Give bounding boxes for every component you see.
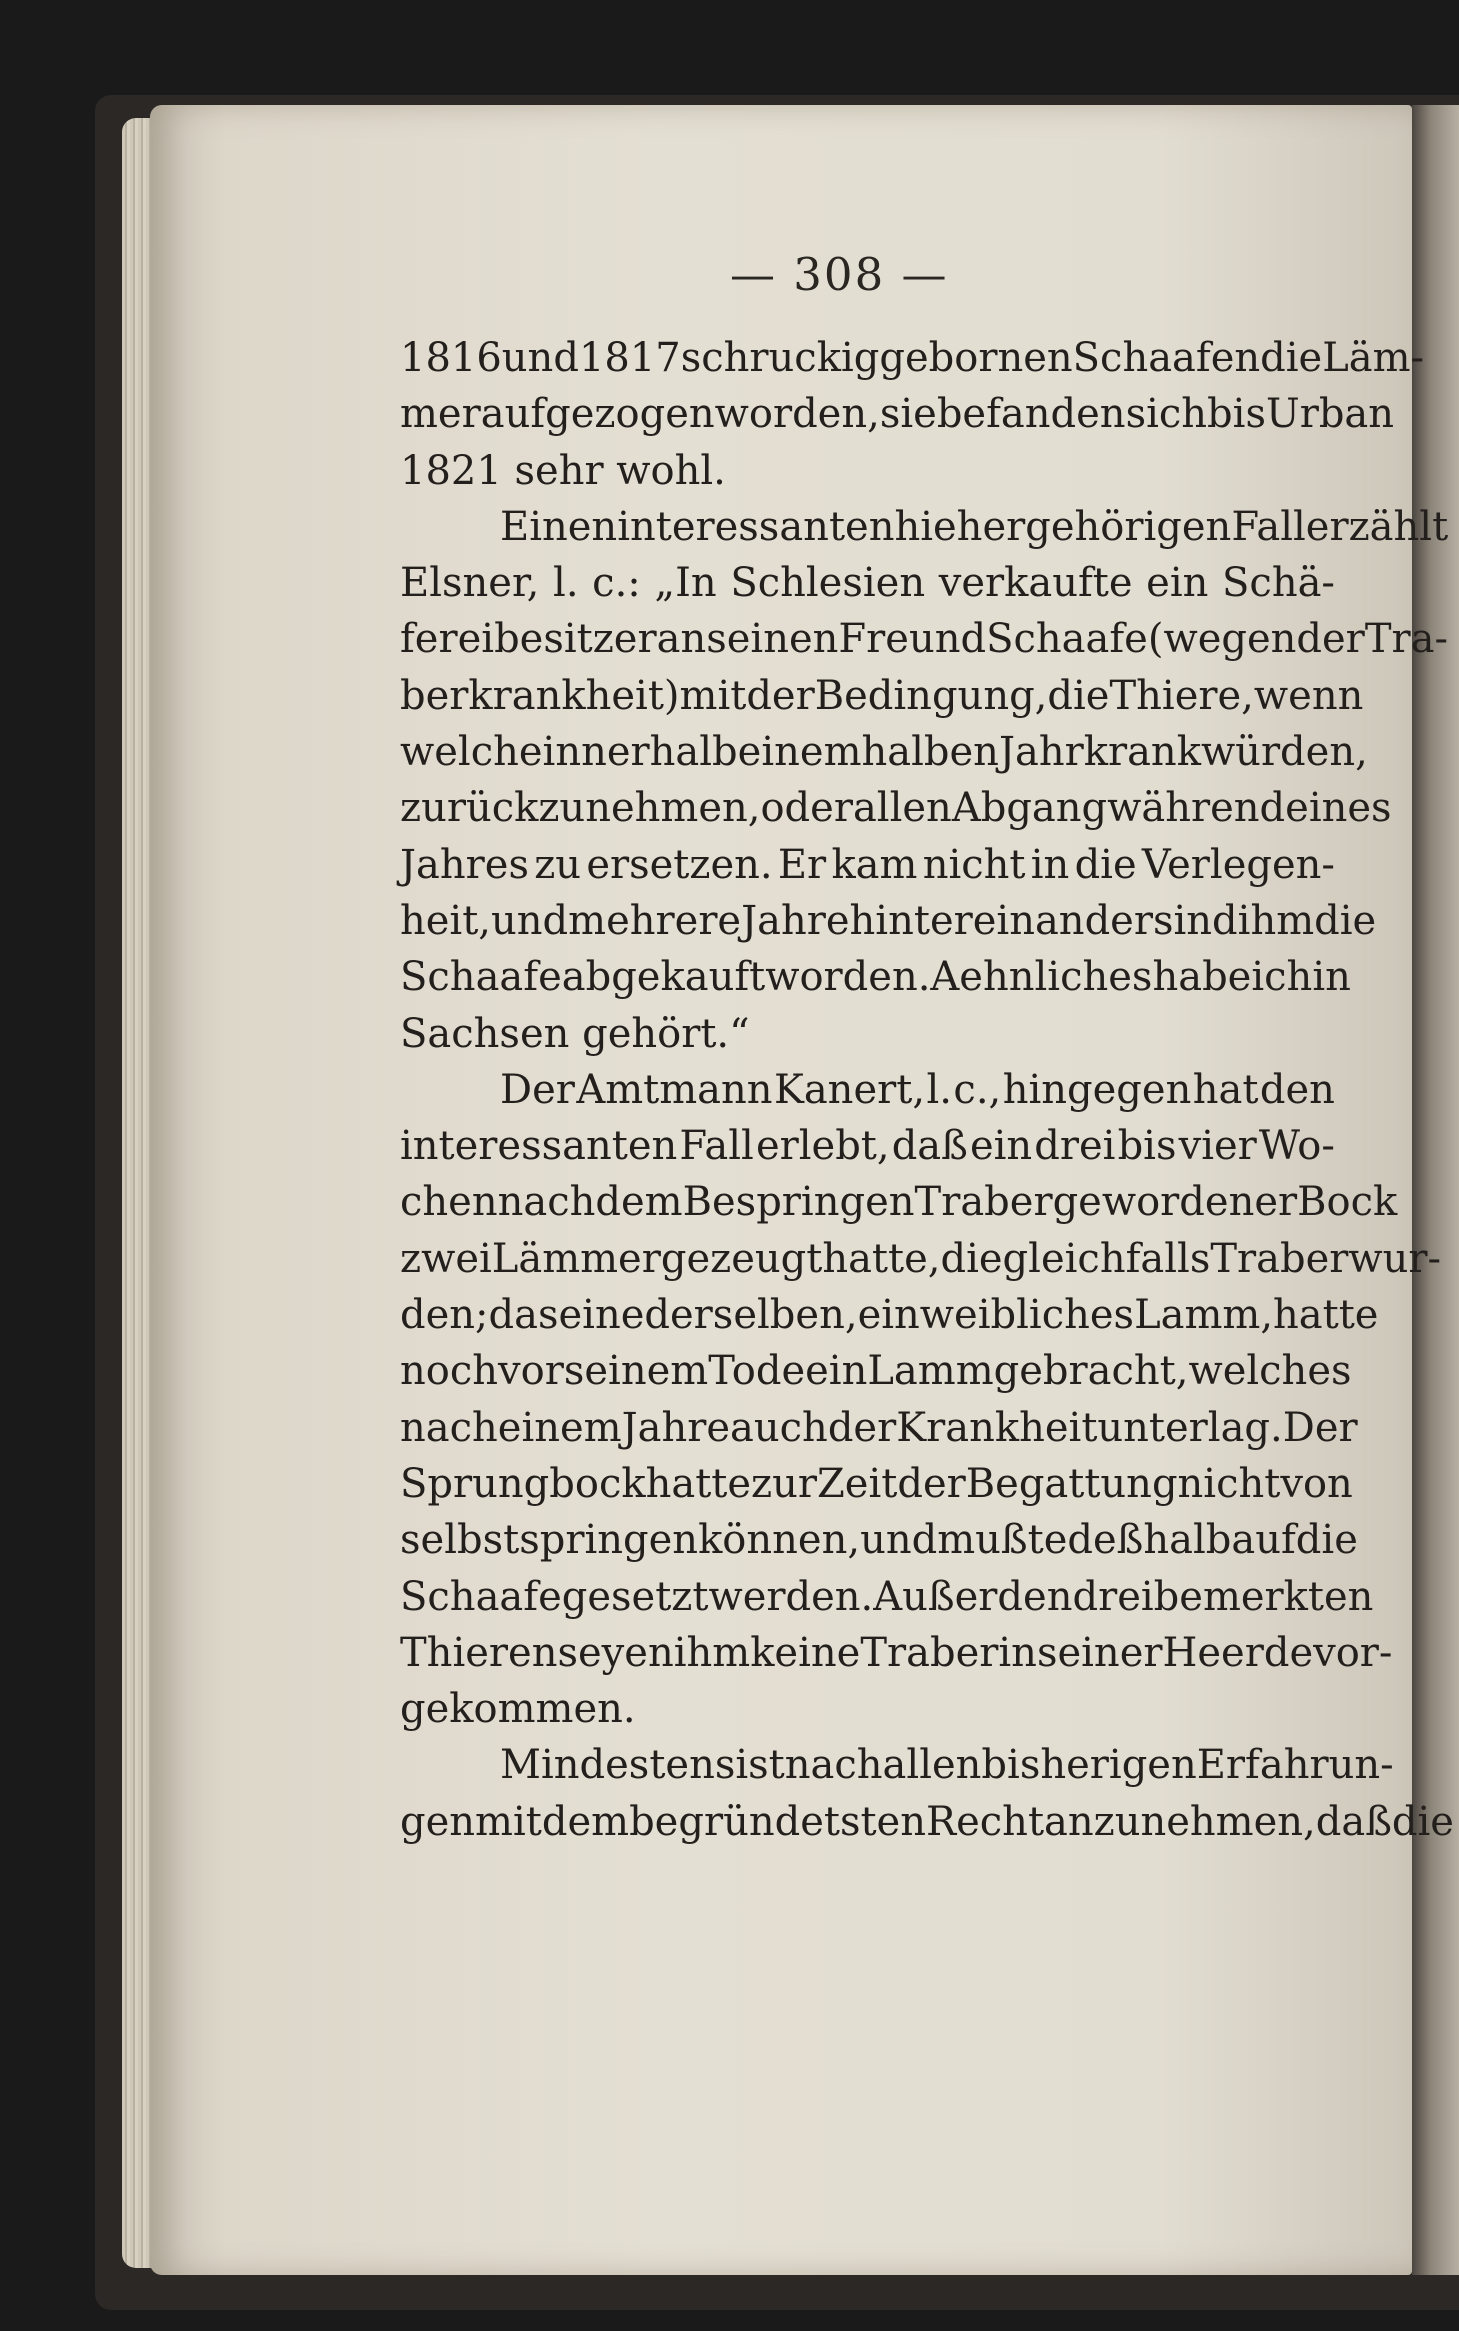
text-line: gen mit dem begründetsten Recht anzunehmen, daß die [400, 1798, 1454, 1845]
text-line: welche innerhalb einem halben Jahr krank würden, [400, 729, 1368, 776]
text-line: fereibesitzer an seinen Freund Schaafe (wegen der Tra- [400, 616, 1448, 663]
text-line: Schaafe gesetzt werden. Außer den drei bemerkten [400, 1573, 1374, 1620]
text-line: Der Amtmann Kanert, l. c., hingegen hat den [500, 1066, 1335, 1113]
text-line: interessanten Fall erlebt, daß ein drei bis vier Wo- [400, 1123, 1335, 1170]
text-line: den; das eine derselben, ein weibliches Lamm, hatte [400, 1292, 1379, 1339]
text-line: zwei Lämmer gezeugt hatte, die gleichfalls Traber wur- [400, 1235, 1442, 1282]
text-line: Mindestens ist nach allen bisherigen Erfahrun- [500, 1742, 1394, 1789]
text-line: 1821 sehr wohl. [400, 447, 726, 494]
text-line: Elsner, l. c.: „In Schlesien verkaufte ein Schä- [400, 560, 1335, 607]
text-line: Thieren seyen ihm keine Traber in seiner Heerde vor- [400, 1629, 1393, 1676]
text-line: Sachsen gehört.“ [400, 1010, 750, 1057]
body-text [400, 330, 1454, 1850]
book-gutter [1412, 105, 1459, 2275]
text-line: 1816 und 1817 schruckig gebornen Schaafen die Läm- [400, 335, 1425, 381]
text-line: chen nach dem Bespringen Traber gewordener Bock [400, 1179, 1398, 1226]
text-line: Schaafe abgekauft worden. Aehnliches habe ich in [400, 954, 1351, 1001]
page-number: — 308 — [730, 248, 949, 301]
text-line: mer aufgezogen worden, sie befanden sich bis Urban [400, 391, 1395, 438]
text-line: Jahres zu ersetzen. Er kam nicht in die Verlegen- [400, 841, 1335, 888]
text-line: Einen interessanten hieher gehörigen Fall erzählt [500, 503, 1449, 550]
text-line: noch vor seinem Tode ein Lamm gebracht, welches [400, 1348, 1352, 1395]
text-line: heit, und mehrere Jahre hinter einander sind ihm die [400, 897, 1377, 944]
text-line: nach einem Jahre auch der Krankheit unterlag. Der [400, 1404, 1358, 1451]
text-line: berkrankheit) mit der Bedingung, die Thiere, wenn [400, 672, 1364, 719]
text-line: selbst springen können, und mußte deßhalb auf die [400, 1517, 1358, 1564]
text-line: gekommen. [400, 1686, 636, 1733]
text-line: zurückzunehmen, oder allen Abgang während eines [400, 785, 1392, 832]
text-line: Sprungbock hatte zur Zeit der Begattung nicht von [400, 1460, 1353, 1507]
